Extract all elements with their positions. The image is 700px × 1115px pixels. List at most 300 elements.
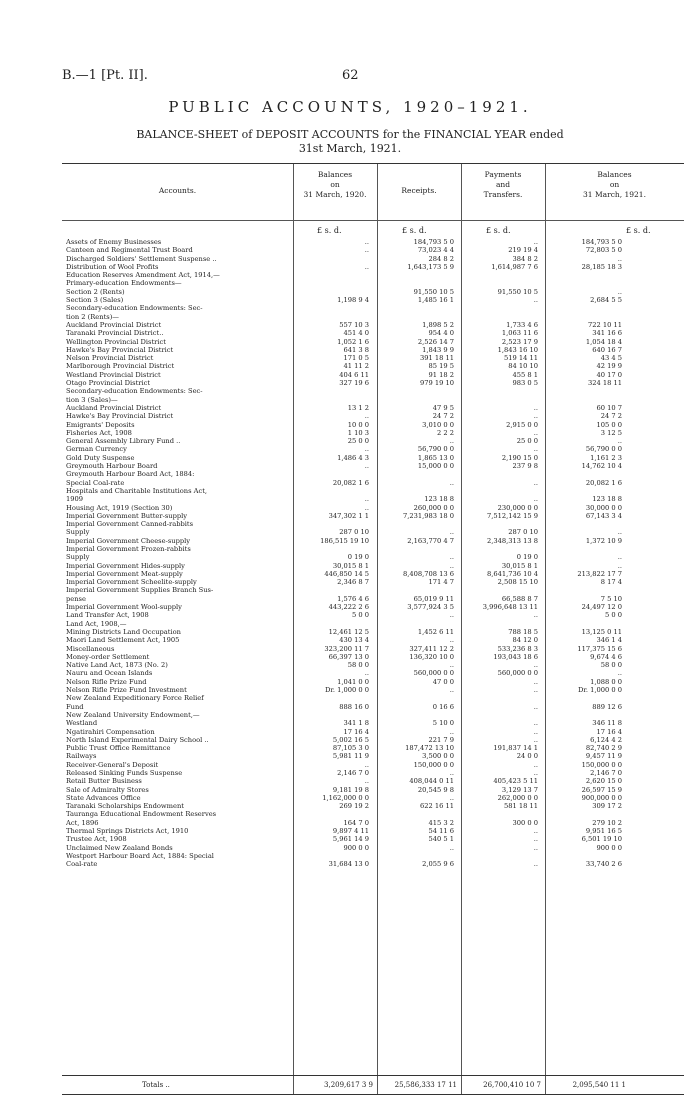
receipts-cell: 8,408,708 13 6 [402,569,454,578]
payments-cell: 237 9 8 [512,462,538,471]
receipts-cell: 91,550 10 5 [413,287,454,296]
receipts-cell: 954 4 0 [428,329,454,338]
account-name: Imperial Government Hides-supply [66,561,185,570]
opening-balance-cell: 10 0 0 [347,420,369,429]
document-reference: B.—1 [Pt. II]. [62,68,148,83]
table-row [62,719,684,727]
payments-cell: 262,000 0 0 [497,793,538,802]
opening-balance-cell: 404 6 11 [339,370,369,379]
payments-cell: .. [533,769,538,777]
table-row [62,777,684,785]
closing-balance-cell: 2,146 7 0 [590,769,622,777]
account-name: Maori Land Settlement Act, 1905 [66,636,180,645]
opening-balance-cell: 171 0 5 [343,354,369,363]
account-name: Imperial Government Canned-rabbits [66,520,194,529]
payments-cell: 219 19 4 [508,246,538,255]
opening-balance-cell: .. [364,246,369,255]
account-name: Supply [66,553,90,562]
account-name: Hospitals and Charitable Institutions Act, [66,486,208,495]
receipts-cell: 24 7 2 [432,412,454,421]
table-row [62,578,684,586]
payments-cell: 84 12 0 [512,636,538,645]
closing-balance-cell: 40 17 0 [596,370,622,379]
table-row [62,736,684,744]
opening-balance-cell: 443,222 2 6 [328,603,369,612]
header-line: on [609,180,620,189]
account-name: Imperial Government Butter-supply [66,511,188,520]
closing-balance-cell: 2,620 15 0 [585,777,622,786]
account-name: Mining Districts Land Occupation [66,627,181,636]
table-row [62,669,684,677]
payments-cell: 0 19 0 [516,553,538,562]
closing-balance-cell: 43 4 5 [600,354,622,363]
receipts-cell: 171 4 7 [428,578,454,587]
payments-cell: .. [533,835,538,844]
opening-balance-cell: 30,015 8 1 [332,561,369,570]
payments-cell: .. [533,478,538,487]
table-row [62,761,684,769]
account-name: Imperial Government Meat-supply [66,569,183,578]
payments-cell: .. [533,827,538,836]
opening-balance-cell: .. [364,412,369,421]
receipts-cell: 622 16 11 [419,802,454,811]
closing-balance-cell: 184,793 5 0 [581,238,622,246]
account-name: Assets of Enemy Businesses [66,238,162,246]
account-name: Auckland Provincial District [66,403,162,412]
account-name: Auckland Provincial District [66,320,162,329]
opening-balance-cell: 0 19 0 [347,553,369,562]
receipts-cell: .. [449,769,454,777]
table-row [62,620,684,628]
closing-balance-cell: .. [617,437,622,446]
payments-cell: 1,614,987 7 6 [491,262,538,271]
table-row [62,296,684,304]
account-name: North Island Experimental Dairy School .. [66,735,209,744]
table-row [62,387,684,395]
account-name: Section 2 (Rents) [66,287,125,296]
closing-balance-cell: 17 16 4 [596,727,622,736]
account-name: Wellington Provincial District [66,337,166,346]
table-row [62,802,684,810]
closing-balance-cell: 346 1 4 [596,636,622,645]
closing-balance-cell: 9,674 4 6 [590,652,622,661]
table-row [62,246,684,254]
closing-balance-cell: 7 5 10 [600,594,622,603]
account-name: State Advances Office [66,793,141,802]
receipts-column-header: Receipts. [401,186,437,195]
payments-cell: .. [533,686,538,695]
receipts-cell: 91 18 2 [428,370,454,379]
account-name: Railways [66,752,97,761]
opening-balance-cell: 269 19 2 [339,802,369,811]
table-row [62,661,684,669]
totals-payments: 26,700,410 10 7 [483,1081,541,1089]
payments-cell: .. [533,296,538,305]
table-row [62,462,684,470]
payments-cell: .. [533,445,538,454]
table-row [62,810,684,818]
receipts-cell: 2,055 9 6 [422,860,454,869]
receipts-cell: .. [449,553,454,562]
table-row [62,586,684,594]
closing-balance-cell: .. [617,669,622,678]
receipts-cell: 1,643,173 5 9 [407,262,454,271]
closing-balance-cell: 324 18 11 [587,379,622,388]
account-name: German Currency [66,445,127,454]
receipts-cell: .. [449,661,454,670]
payments-cell: .. [533,702,538,711]
header-line: Payments [484,170,522,179]
closing-balance-cell: 56,790 0 0 [585,445,622,454]
payments-cell: .. [533,412,538,421]
opening-balance-cell: 1,198 9 4 [337,296,369,305]
table-row [62,752,684,760]
currency-units: £ s. d. [317,226,342,235]
payments-cell: 455 8 1 [512,370,538,379]
table-row [62,445,684,453]
account-name: Special Coal-rate [66,478,125,487]
opening-balance-cell: .. [364,462,369,471]
opening-balance-cell: 1 10 3 [347,428,369,437]
table-row [62,860,684,868]
header-line: 31 March, 1921. [583,190,646,199]
opening-balance-cell: 327 19 6 [339,379,369,388]
account-name: Act, 1896 [66,818,99,827]
opening-balance-cell: 451 4 0 [343,329,369,338]
receipts-cell: 1,452 6 11 [417,627,454,636]
payments-cell: 191,837 14 1 [493,744,538,753]
payments-cell: 287 0 10 [508,528,538,537]
closing-balance-cell: 6,124 4 2 [590,735,622,744]
account-name: Taranaki Scholarships Endowment [66,802,184,811]
table-row [62,487,684,495]
opening-balance-cell: .. [364,238,369,246]
closing-balance-cell: 640 16 7 [592,345,622,354]
closing-balance-cell: 82,740 2 9 [585,744,622,753]
table-row [62,570,684,578]
account-name: Retail Butter Business [66,777,142,786]
opening-balance-cell: 5,961 14 9 [332,835,369,844]
closing-balance-cell: 900,000 0 0 [581,793,622,802]
closing-balance-cell: 13,125 0 11 [581,627,622,636]
payments-cell: 560,000 0 0 [497,669,538,678]
account-name: Money-order Settlement [66,652,150,661]
table-row [62,636,684,644]
header-line: Balances [317,170,353,179]
receipts-cell: 221 7 9 [428,735,454,744]
closing-balance-cell: 3 12 5 [600,428,622,437]
opening-balance-cell: 5,981 11 9 [332,752,369,761]
account-name: Nelson Rifle Prize Fund [66,677,147,686]
table-row [62,844,684,852]
table-row [62,437,684,445]
table-row [62,537,684,545]
account-name: tion 2 (Rents)— [66,312,119,321]
table-row [62,479,684,487]
account-name: pense [66,594,86,603]
closing-balance-cell: 26,597 15 9 [581,785,622,794]
table-row [62,827,684,835]
payments-cell: 519 14 11 [503,354,538,363]
account-name: Distribution of Wool Profits [66,262,159,271]
opening-balance-cell: 9,181 19 8 [332,785,369,794]
receipts-cell: 327,411 12 2 [409,644,454,653]
page-number: 62 [342,68,359,83]
opening-balance-cell: 2,146 7 0 [337,769,369,777]
opening-balance-cell: 888 16 0 [339,702,369,711]
receipts-cell: 2,526 14 7 [417,337,454,346]
receipts-cell: 187,472 13 10 [405,744,454,753]
opening-balance-cell: 1,576 4 6 [337,594,369,603]
account-name: Discharged Soldiers' Settlement Suspense .. [66,254,217,263]
receipts-cell: 15,000 0 0 [417,462,454,471]
closing-balance-cell: 105 0 0 [596,420,622,429]
payments-cell: 2,190 15 0 [501,453,538,462]
account-name: Hawke's Bay Provincial District [66,345,174,354]
account-name: tion 3 (Sales)— [66,395,118,404]
receipts-cell: .. [449,636,454,645]
header-divider [62,220,684,221]
payments-cell: 3,996,648 13 11 [482,603,538,612]
opening-balance-column-header [293,170,377,200]
payments-cell: 1,843 16 10 [497,345,538,354]
closing-balance-cell: 123 18 8 [592,495,622,504]
payments-cell: 581 18 11 [503,802,538,811]
table-row [62,678,684,686]
closing-balance-cell: 150,000 0 0 [581,760,622,769]
payments-cell: 2,915 0 0 [506,420,538,429]
subtitle-date: 31st March, 1921. [298,142,402,155]
receipts-cell: 1,865 13 0 [417,453,454,462]
closing-balance-cell: 889 12 6 [592,702,622,711]
account-name: Secondary-education Endowments: Sec- [66,304,203,313]
opening-balance-cell: 341 1 8 [343,719,369,728]
receipts-cell: 20,545 9 8 [417,785,454,794]
table-row [62,313,684,321]
receipts-cell: 3,577,924 3 5 [407,603,454,612]
payments-cell: .. [533,843,538,852]
closing-balance-column-header [545,170,684,200]
receipts-cell: 0 16 6 [432,702,454,711]
ledger-rows [62,238,684,869]
closing-balance-cell: 1,088 0 0 [590,677,622,686]
table-row [62,595,684,603]
account-name: Primary-education Endowments— [66,279,182,288]
opening-balance-cell: .. [364,445,369,454]
balance-sheet-table [62,163,684,1095]
opening-balance-cell: 58 0 0 [347,661,369,670]
account-name: Ngatirahiri Compensation [66,727,155,736]
closing-balance-cell: 72,803 5 0 [585,246,622,255]
account-name: Supply [66,528,90,537]
table-row [62,429,684,437]
account-name: Emigrants' Deposits [66,420,135,429]
receipts-cell: 7,231,983 18 0 [402,511,454,520]
opening-balance-cell: 186,515 19 10 [320,536,369,545]
closing-balance-cell: 346 11 8 [592,719,622,728]
currency-units: £ s. d. [486,226,511,235]
opening-balance-cell: 446,850 14 5 [324,569,369,578]
closing-balance-cell: 14,762 10 4 [581,462,622,471]
account-name: Imperial Government Frozen-rabbits [66,544,191,553]
closing-balance-cell: 309 17 2 [592,802,622,811]
table-row [62,454,684,462]
account-name: Sale of Admiralty Stores [66,785,149,794]
receipts-cell: 47 9 5 [432,403,454,412]
account-name: Imperial Government Scheelite-supply [66,578,197,587]
table-row [62,495,684,503]
payments-cell: .. [533,735,538,744]
opening-balance-cell: 31,684 13 0 [328,860,369,869]
receipts-cell: 284 8 2 [428,254,454,263]
table-row [62,279,684,287]
closing-balance-cell: 722 10 11 [587,320,622,329]
accounts-column-header: Accounts. [158,186,197,195]
table-row [62,396,684,404]
account-name: Housing Act, 1919 (Section 30) [66,503,173,512]
payments-cell: 230,000 0 0 [497,503,538,512]
table-row [62,645,684,653]
closing-balance-cell: 8 17 4 [600,578,622,587]
closing-balance-cell: 9,457 11 9 [585,752,622,761]
closing-balance-cell: 1,054 18 4 [585,337,622,346]
table-row [62,694,684,702]
table-row [62,304,684,312]
receipts-cell: 415 3 2 [428,818,454,827]
header-line: Balances [597,170,632,179]
receipts-cell: 65,019 9 11 [413,594,454,603]
payments-cell: 983 0 5 [512,379,538,388]
closing-balance-cell: .. [617,254,622,263]
table-row [62,744,684,752]
receipts-cell: 560,000 0 0 [413,669,454,678]
payments-cell: 91,550 10 5 [497,287,538,296]
opening-balance-cell: 2,346 8 7 [337,578,369,587]
table-row [62,528,684,536]
account-name: Imperial Government Wool-supply [66,603,182,612]
receipts-cell: 150,000 0 0 [413,760,454,769]
closing-balance-cell: 24 7 2 [600,412,622,421]
header-line: and [495,180,511,189]
header-line: on [330,180,340,189]
account-name: Westland [66,719,98,728]
payments-cell: 405,423 5 11 [493,777,538,786]
payments-cell: .. [533,403,538,412]
table-row [62,354,684,362]
table-row [62,238,684,246]
payments-cell: 2,508 15 10 [497,578,538,587]
table-row [62,421,684,429]
account-name: Westport Harbour Board Act, 1884: Special [66,851,214,860]
opening-balance-cell: 87,105 3 0 [332,744,369,753]
receipts-cell: 2 2 2 [436,428,454,437]
payments-cell: 2,523 17 9 [501,337,538,346]
opening-balance-cell: .. [364,503,369,512]
table-row [62,794,684,802]
closing-balance-cell: 20,082 1 6 [585,478,622,487]
payments-cell: 788 18 5 [508,627,538,636]
table-row [62,603,684,611]
receipts-cell: 979 19 10 [419,379,454,388]
account-name: New Zealand Expeditionary Force Relief [66,694,204,703]
table-row [62,562,684,570]
opening-balance-cell: .. [364,495,369,504]
table-row [62,329,684,337]
payments-cell: 2,348,313 13 8 [486,536,538,545]
opening-balance-cell: 13 1 2 [347,403,369,412]
opening-balance-cell: 641 3 8 [343,345,369,354]
account-name: Gold Duty Suspense [66,453,135,462]
receipts-cell: 408,044 0 11 [409,777,454,786]
table-row [62,371,684,379]
opening-balance-cell: 1,162,000 0 0 [322,793,369,802]
table-row [62,553,684,561]
account-name: Marlborough Provincial District [66,362,175,371]
payments-cell: 1,733 4 6 [506,320,538,329]
account-name: Land Transfer Act, 1908 [66,611,149,620]
receipts-cell: 123 18 8 [424,495,454,504]
opening-balance-cell: 12,461 12 5 [328,627,369,636]
payments-cell: .. [533,760,538,769]
account-name: Canteen and Regimental Trust Board [66,246,193,255]
receipts-cell: 2,163,770 4 7 [407,536,454,545]
account-name: Greymouth Harbour Board [66,462,158,471]
receipts-cell: .. [449,478,454,487]
account-name: Otago Provincial District [66,379,151,388]
receipts-cell: .. [449,611,454,620]
opening-balance-cell: 66,397 13 0 [328,652,369,661]
receipts-cell: 5 10 0 [432,719,454,728]
table-row [62,271,684,279]
table-row [62,653,684,661]
account-name: Trustee Act, 1908 [66,835,127,844]
table-row [62,520,684,528]
account-name: Receiver-General's Deposit [66,760,159,769]
opening-balance-cell: 5 0 0 [351,611,369,620]
table-row [62,504,684,512]
account-name: Released Sinking Funds Suspense [66,769,183,777]
table-row [62,628,684,636]
opening-balance-cell: 1,486 4 3 [337,453,369,462]
receipts-cell: 54 11 6 [428,827,454,836]
closing-balance-cell: 1,161 2 3 [590,453,622,462]
document-title: PUBLIC ACCOUNTS, 1920–1921. [168,98,532,116]
header-line: Transfers. [483,190,523,199]
receipts-cell: .. [449,793,454,802]
table-row [62,819,684,827]
account-name: Native Land Act, 1873 (No. 2) [66,661,168,670]
account-name: Public Trust Office Remittance [66,744,171,753]
table-row [62,545,684,553]
opening-balance-cell: 41 11 2 [343,362,369,371]
receipts-cell: 136,320 10 0 [409,652,454,661]
opening-balance-cell: 323,200 11 7 [324,644,369,653]
opening-balance-cell: 287 0 10 [339,528,369,537]
closing-balance-cell: 24,497 12 0 [581,603,622,612]
payments-cell: .. [533,495,538,504]
currency-units: £ s. d. [626,226,651,235]
closing-balance-cell: 900 0 0 [596,843,622,852]
payments-cell: 24 0 0 [516,752,538,761]
opening-balance-cell: 17 16 4 [343,727,369,736]
closing-balance-cell: 5 0 0 [604,611,622,620]
closing-balance-cell: 60 10 7 [596,403,622,412]
account-name: Westland Provincial District [66,370,161,379]
account-name: Taranaki Provincial District.. [66,329,164,338]
receipts-cell: 1,485 16 1 [417,296,454,305]
table-row [62,379,684,387]
document-subtitle: BALANCE-SHEET of DEPOSIT ACCOUNTS for the FINANCIAL YEAR ended [136,128,564,141]
